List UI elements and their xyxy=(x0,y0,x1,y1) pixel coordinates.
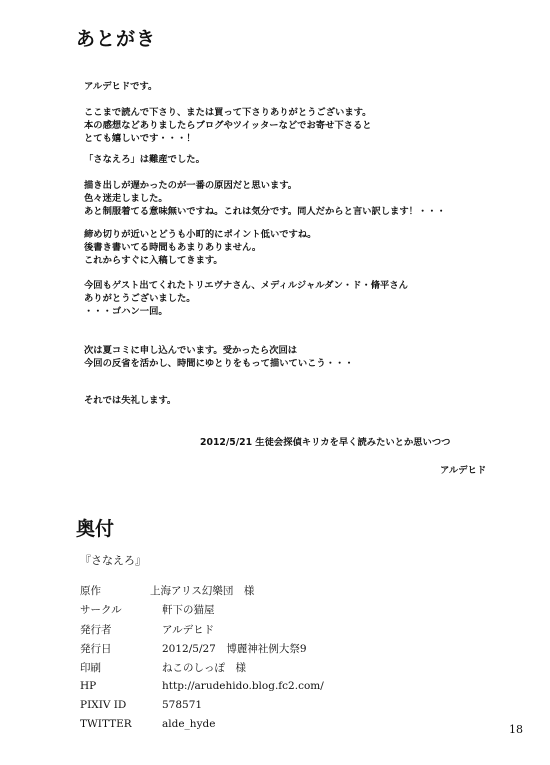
colophon-key: 原作 xyxy=(80,585,101,597)
afterword-paragraph xyxy=(84,106,372,145)
afterword-line: アルデヒドです。 xyxy=(84,81,158,92)
afterword-line: 後書き書いてる時間もあまりありません。 xyxy=(84,242,262,253)
colophon-value: 2012/5/27 博麗神社例大祭9 xyxy=(162,643,307,655)
colophon-key: HP xyxy=(80,680,97,692)
colophon-value: alde_hyde xyxy=(162,718,216,730)
afterword-line: ・・・ゴハン一回。 xyxy=(84,306,168,317)
colophon-key: PIXIV ID xyxy=(80,699,127,711)
colophon-book-title: 『さなえろ』 xyxy=(80,554,146,567)
afterword-paragraph xyxy=(84,228,316,267)
afterword-line: 締め切りが近いとどうも小町的にポイント低いですね。 xyxy=(84,229,317,240)
afterword-paragraph xyxy=(84,279,408,318)
colophon-row-printer xyxy=(80,660,480,676)
colophon-row-publisher xyxy=(80,622,480,638)
afterword-paragraph xyxy=(84,179,446,218)
colophon-key: TWITTER xyxy=(80,718,132,730)
colophon-row-twitter xyxy=(80,718,480,734)
colophon-key: 印刷 xyxy=(80,662,101,674)
colophon-row-date xyxy=(80,641,480,657)
colophon-key: サークル xyxy=(80,604,122,616)
colophon-row-homepage xyxy=(80,680,480,696)
afterword-paragraph xyxy=(84,153,205,166)
afterword-line: 色々迷走しました。 xyxy=(84,193,168,204)
colophon-row-circle xyxy=(80,602,480,618)
afterword-line: ここまで読んで下さり、または買って下さりありがとうございます。 xyxy=(84,107,372,118)
colophon-value: ねこのしっぽ 様 xyxy=(162,662,246,674)
colophon-key: 発行者 xyxy=(80,624,112,636)
colophon-row-original xyxy=(80,583,480,599)
colophon-value: 578571 xyxy=(162,699,203,711)
colophon-value: 軒下の猫屋 xyxy=(162,604,215,616)
page-number: 18 xyxy=(509,723,523,736)
afterword-paragraph xyxy=(84,344,354,370)
colophon-row-pixiv xyxy=(80,699,480,715)
afterword-heading: あとがき xyxy=(76,28,157,50)
afterword-line: ありがとうございました。 xyxy=(84,293,196,304)
afterword-date-line: 2012/5/21 生徒会探偵キリカを早く読みたいとか思いつつ xyxy=(200,437,451,448)
afterword-line: 「さなえろ」は難産でした。 xyxy=(84,154,205,165)
afterword-line: とても嬉しいです・・・！ xyxy=(84,133,196,144)
homepage-link[interactable]: http://arudehido.blog.fc2.com/ xyxy=(162,680,324,692)
afterword-paragraph xyxy=(84,80,157,93)
afterword-line: 今回もゲスト出てくれたトリエヴナさん、メディルジャルダン・ド・脩平さん xyxy=(84,280,408,291)
colophon-value: アルデヒド xyxy=(162,624,215,636)
afterword-line: それでは失礼します。 xyxy=(84,395,177,406)
colophon-heading: 奥付 xyxy=(76,518,115,540)
afterword-line: 描き出しが遅かったのが一番の原因だと思います。 xyxy=(84,180,298,191)
afterword-line: 次は夏コミに申し込んでいます。受かったら次回は xyxy=(84,345,298,356)
afterword-line: 本の感想などありましたらブログやツイッターなどでお寄せ下さると xyxy=(84,120,372,131)
colophon-value: 上海アリス幻樂団 様 xyxy=(150,585,255,597)
afterword-paragraph xyxy=(84,394,176,407)
afterword-line: あと制服着てる意味無いですね。これは気分です。同人だからと言い訳します！・・・ xyxy=(84,206,446,217)
colophon-key: 発行日 xyxy=(80,643,112,655)
afterword-signature: アルデヒド xyxy=(440,465,487,476)
afterword-line: これからすぐに入稿してきます。 xyxy=(84,255,223,266)
afterword-line: 今回の反省を活かし、時間にゆとりをもって描いていこう・・・ xyxy=(84,358,354,369)
